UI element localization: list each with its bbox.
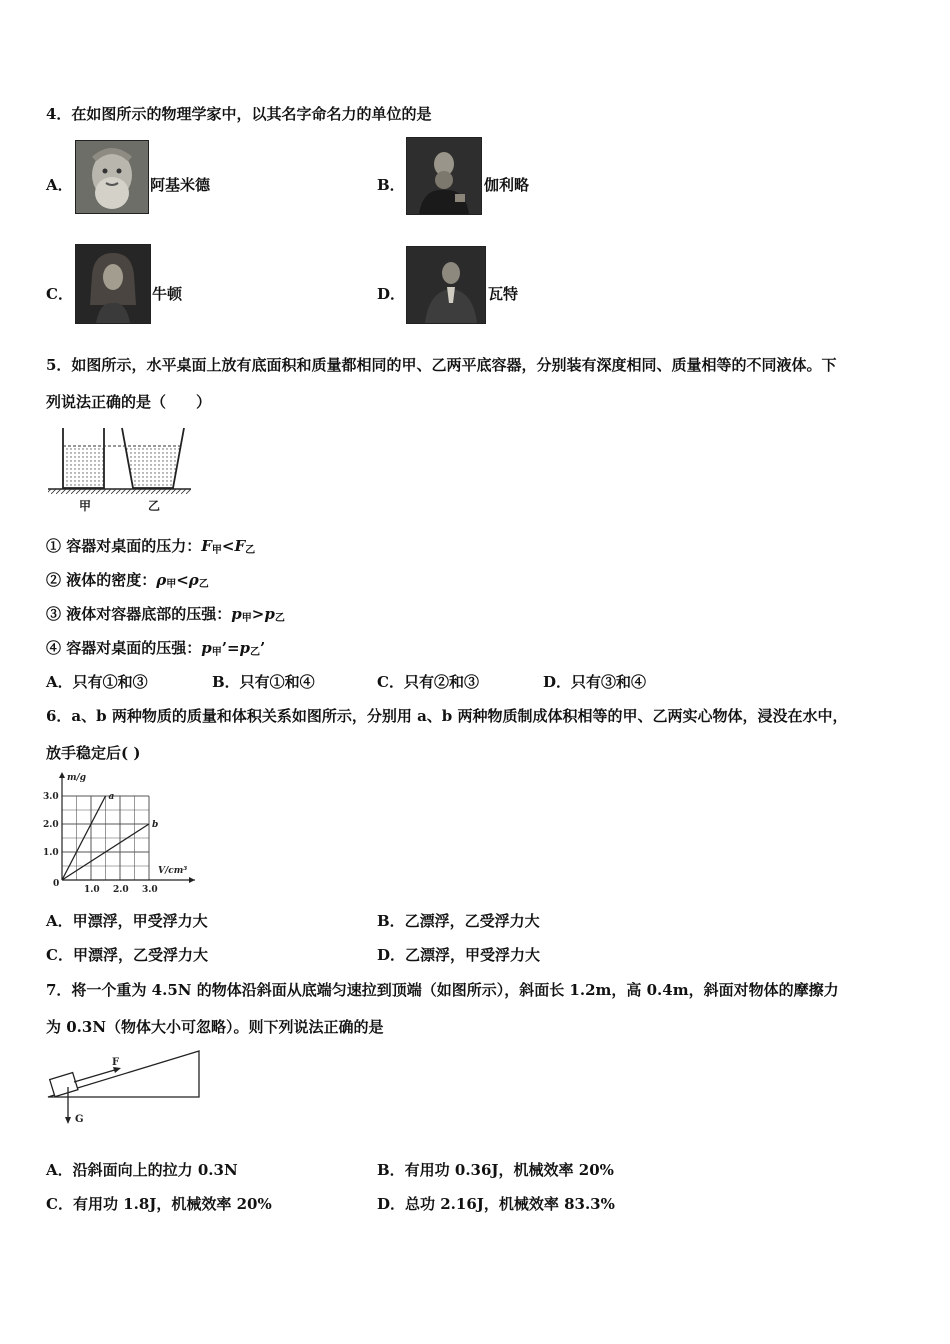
q6-y-axis-label: m/g (67, 773, 87, 783)
q6-option-d: D．乙漂浮，甲受浮力大 (377, 946, 541, 964)
q6-option-c: C．甲漂浮，乙受浮力大 (46, 946, 208, 964)
q6-origin-label: 0 (53, 879, 60, 889)
q5-option-a: A．只有①和③ (46, 673, 148, 691)
q6-x-axis-label: V/cm³ (158, 866, 188, 876)
q4-option-b-letter: B． (377, 176, 405, 194)
q4-option-c-name: 牛顿 (152, 285, 183, 303)
y-tick-label: 1.0 (43, 848, 59, 858)
q7-incline-figure (44, 1045, 206, 1130)
q7-option-a: A．沿斜面向上的拉力 0.3N (46, 1161, 238, 1179)
x-tick-label: 2.0 (113, 885, 129, 895)
y-tick-label: 3.0 (43, 792, 59, 802)
q5-option-b: B．只有①和④ (212, 673, 315, 691)
q6-mass-volume-chart (40, 768, 200, 898)
q5-stem-line-2: 列说法正确的是（ ） (46, 393, 212, 411)
watt-portrait (406, 246, 486, 324)
q4-option-c-letter: C． (46, 285, 73, 303)
q7-option-d: D．总功 2.16J，机械效率 83.3% (377, 1195, 615, 1213)
q7-option-c: C．有用功 1.8J，机械效率 20% (46, 1195, 272, 1213)
q5-containers-figure (46, 424, 196, 516)
block (50, 1073, 78, 1097)
q5-stem-line-1: 5．如图所示，水平桌面上放有底面积和质量都相同的甲、乙两平底容器，分别装有深度相同、质量相等的不同液体。下 (46, 356, 837, 374)
q4-option-d-name: 瓦特 (488, 285, 519, 303)
q6-stem-line-1: 6．a、b 两种物质的质量和体积关系如图所示，分别用 a、b 两种物质制成体积相等的甲、乙两实心物体，浸没在水中， (46, 707, 848, 725)
q7-stem-line-2: 为 0.3N（物体大小可忽略）。则下列说法正确的是 (46, 1018, 384, 1036)
q4-stem: 4．在如图所示的物理学家中，以其名字命名力的单位的是 (46, 105, 432, 123)
force-f-label: F (112, 1057, 120, 1068)
q5-statement-2: ② 液体的密度：$\rho_甲<\rho_乙$ (46, 571, 209, 590)
series-label-b: b (152, 820, 159, 830)
q5-statement-1: ① 容器对桌面的压力：$F_甲<F_乙$ (46, 537, 256, 556)
galileo-portrait (406, 137, 482, 215)
q5-option-c: C．只有②和③ (377, 673, 479, 691)
q4-option-a-name: 阿基米德 (150, 176, 211, 194)
newton-portrait (75, 244, 151, 324)
q6-option-a: A．甲漂浮，甲受浮力大 (46, 912, 208, 930)
x-tick-label: 3.0 (142, 885, 158, 895)
q5-label-yi: 乙 (148, 499, 161, 513)
q5-label-jia: 甲 (79, 499, 92, 513)
q5-statement-3: ③ 液体对容器底部的压强：$p_甲>p_乙$ (46, 605, 285, 624)
x-tick-label: 1.0 (84, 885, 100, 895)
archimedes-portrait (75, 140, 149, 214)
q4-option-d-letter: D． (377, 285, 406, 303)
force-f-arrow (74, 1069, 118, 1082)
q4-option-a-letter: A． (46, 176, 73, 194)
q6-stem-line-2: 放手稳定后( ) (46, 744, 141, 762)
q6-option-b: B．乙漂浮，乙受浮力大 (377, 912, 540, 930)
q5-statement-4: ④ 容器对桌面的压强：$p_甲’=p_乙$’ (46, 639, 266, 658)
q4-option-b-name: 伽利略 (484, 176, 530, 194)
force-g-label: G (75, 1114, 84, 1125)
q5-option-d: D．只有③和④ (543, 673, 647, 691)
q7-option-b: B．有用功 0.36J，机械效率 20% (377, 1161, 614, 1179)
y-tick-label: 2.0 (43, 820, 59, 830)
q7-stem-line-1: 7．将一个重为 4.5N 的物体沿斜面从底端匀速拉到顶端（如图所示），斜面长 1.2m，高 0.4m，斜面对物体的摩擦力 (46, 981, 839, 999)
series-label-a: a (108, 792, 115, 802)
